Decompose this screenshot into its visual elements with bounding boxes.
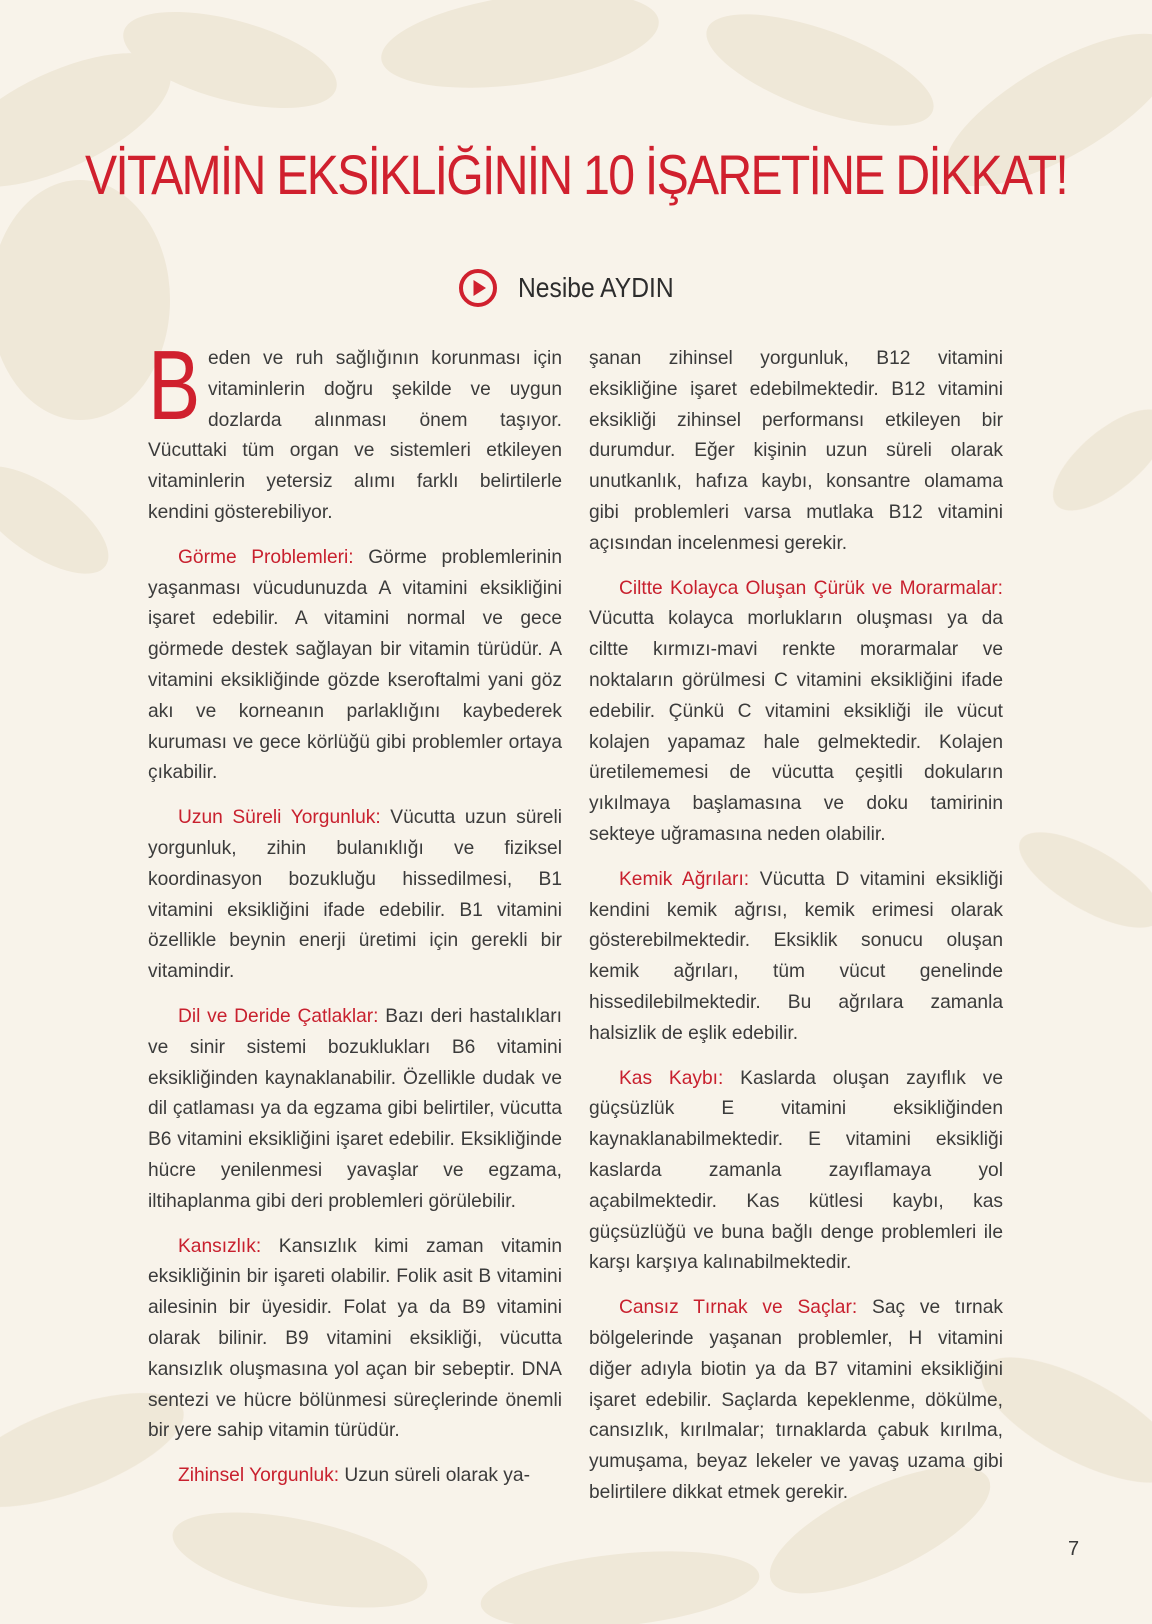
section-paragraph — [148, 803, 562, 988]
section-heading: Ciltte Kolayca Oluşan Çürük ve Morarmalar: — [619, 577, 1003, 599]
section-paragraph — [589, 1064, 1003, 1280]
play-circle-icon — [458, 268, 498, 308]
section-paragraph — [148, 1002, 562, 1218]
section-paragraph — [148, 1232, 562, 1448]
intro-text: eden ve ruh sağlığının korunması için vitaminlerin doğru şekilde ve uygun dozlarda alınması önem taşıyor. Vücuttaki tüm organ ve sistemleri etkileyen vitaminlerin yetersiz alımı farklı belirtilerle kendini gösterebiliyor. — [148, 348, 562, 523]
author-line — [0, 268, 1152, 308]
section-heading: Görme Problemleri: — [178, 546, 354, 568]
page-number: 7 — [1068, 1538, 1080, 1560]
section-text: Görme problemlerinin yaşanması vücudunuzda A vitamini eksikliğini işaret edebilir. A vitamini normal ve gece görmede destek sağlayan bir vitamin türüdür. A vitamini eksikliğinde gözde kseroftalmi yani göz akı ve korneanın parlaklığını kaybederek kuruması ve gece körlüğü gibi problemler ortaya çıkabilir. — [148, 546, 562, 784]
article-title: VİTAMİN EKSİKLİĞİNİN 10 İŞARETİNE DİKKAT! — [84, 143, 1068, 206]
section-paragraph — [589, 865, 1003, 1050]
section-heading: Kansızlık: — [178, 1235, 262, 1257]
section-continuation: şanan zihinsel yorgunluk, B12 vitamini eksikliğine işaret edebilmektedir. B12 vitamini eksikliği zihinsel performansı etkileyen bir durumdur. Eğer kişinin uzun süreli olarak unutkanlık, hafıza kaybı, konsantre olamama gibi problemleri varsa mutlaka B12 vitamini açısından incelenmesi gerekir. — [589, 348, 1003, 554]
section-heading: Uzun Süreli Yorgunluk: — [178, 807, 381, 829]
section-paragraph — [589, 1293, 1003, 1509]
left-column — [148, 330, 562, 1506]
section-heading: Zihinsel Yorgunluk: — [178, 1465, 340, 1487]
section-heading: Kas Kaybı: — [619, 1067, 724, 1089]
section-heading: Cansız Tırnak ve Saçlar: — [619, 1297, 858, 1319]
section-text: Vücutta kolayca morlukların oluşması ya da ciltte kırmızı-mavi renkte morarmalar ve noktaların görülmesi C vitamini eksikliğini ifade edebilir. Çünkü C vitamini eksikliği ile vücut kolajen yapamaz hale gelmektedir. Kolajen üretilememesi de vücutta çeşitli dokuların yıkılmaya başlamasına ve doku tamirinin sekteye uğramasına neden olabilir. — [589, 608, 1003, 845]
section-paragraph — [589, 574, 1003, 851]
right-column — [589, 344, 1003, 1523]
section-heading: Kemik Ağrıları: — [619, 868, 750, 890]
author-name: Nesibe AYDIN — [517, 272, 674, 303]
section-text: Uzun süreli olarak ya- — [339, 1465, 530, 1487]
section-text: Vücutta D vitamini eksikliği kendini kemik ağrısı, kemik erimesi olarak gösterebilmektedir. Eksiklik sonucu oluşan kemik ağrıları, tüm vücut genelinde hissedilebilmektedir. Bu ağrılara zamanla halsizlik de eşlik edebilir. — [589, 868, 1003, 1044]
drop-cap: B — [148, 330, 201, 440]
section-heading: Dil ve Deride Çatlaklar: — [178, 1005, 379, 1027]
section-text: Kansızlık kimi zaman vitamin eksikliğinin bir işareti olabilir. Folik asit B vitamini ailesinin bir üyesidir. Folat ya da B9 vitamini olarak bilinir. B9 vitamini eksikliği, vücutta kansızlık oluşmasına yol açan bir sebeptir. DNA sentezi ve hücre bölünmesi süreçlerinde önemli bir yere sahip vitamin türüdür. — [148, 1235, 562, 1442]
section-paragraph — [148, 543, 562, 789]
section-text: Kaslarda oluşan zayıflık ve güçsüzlük E vitamini eksikliğinden kaynaklanabilmektedir. E vitamini eksikliği kaslarda zamanla zayıflamaya yol açabilmektedir. Kas kütlesi kaybı, kas güçsüzlüğü ve buna bağlı denge problemleri ile karşı karşıya kalınabilmektedir. — [589, 1067, 1003, 1274]
section-text: Bazı deri hastalıkları ve sinir sistemi bozuklukları B6 vitamini eksikliğinden kaynaklanabilir. Özellikle dudak ve dil çatlaması ya da egzama gibi belirtiler, vücutta B6 vitamini eksikliğini işaret edebilir. Eksikliğinde hücre yenilenmesi yavaşlar ve egzama, iltihaplanma gibi deri problemleri görülebilir. — [148, 1005, 562, 1212]
section-text: Vücutta uzun süreli yorgunluk, zihin bulanıklığı ve fiziksel koordinasyon bozukluğu hissedilmesi, B1 vitamini eksikliğini ifade edebilir. B1 vitamini özellikle beynin enerji üretimi için gerekli bir vitamindir. — [148, 807, 562, 983]
intro-paragraph — [148, 330, 562, 529]
section-paragraph — [148, 1461, 562, 1492]
section-text: Saç ve tırnak bölgelerinde yaşanan problemler, H vitamini diğer adıyla biotin ya da B7 vitamini eksikliğini işaret edebilir. Saçlarda kepeklenme, dökülme, cansızlık, kırılmalar; tırnaklarda çabuk kırılma, yumuşama, beyaz lekeler ve yavaş uzama gibi belirtilere dikkat etmek gerekir. — [589, 1297, 1003, 1503]
